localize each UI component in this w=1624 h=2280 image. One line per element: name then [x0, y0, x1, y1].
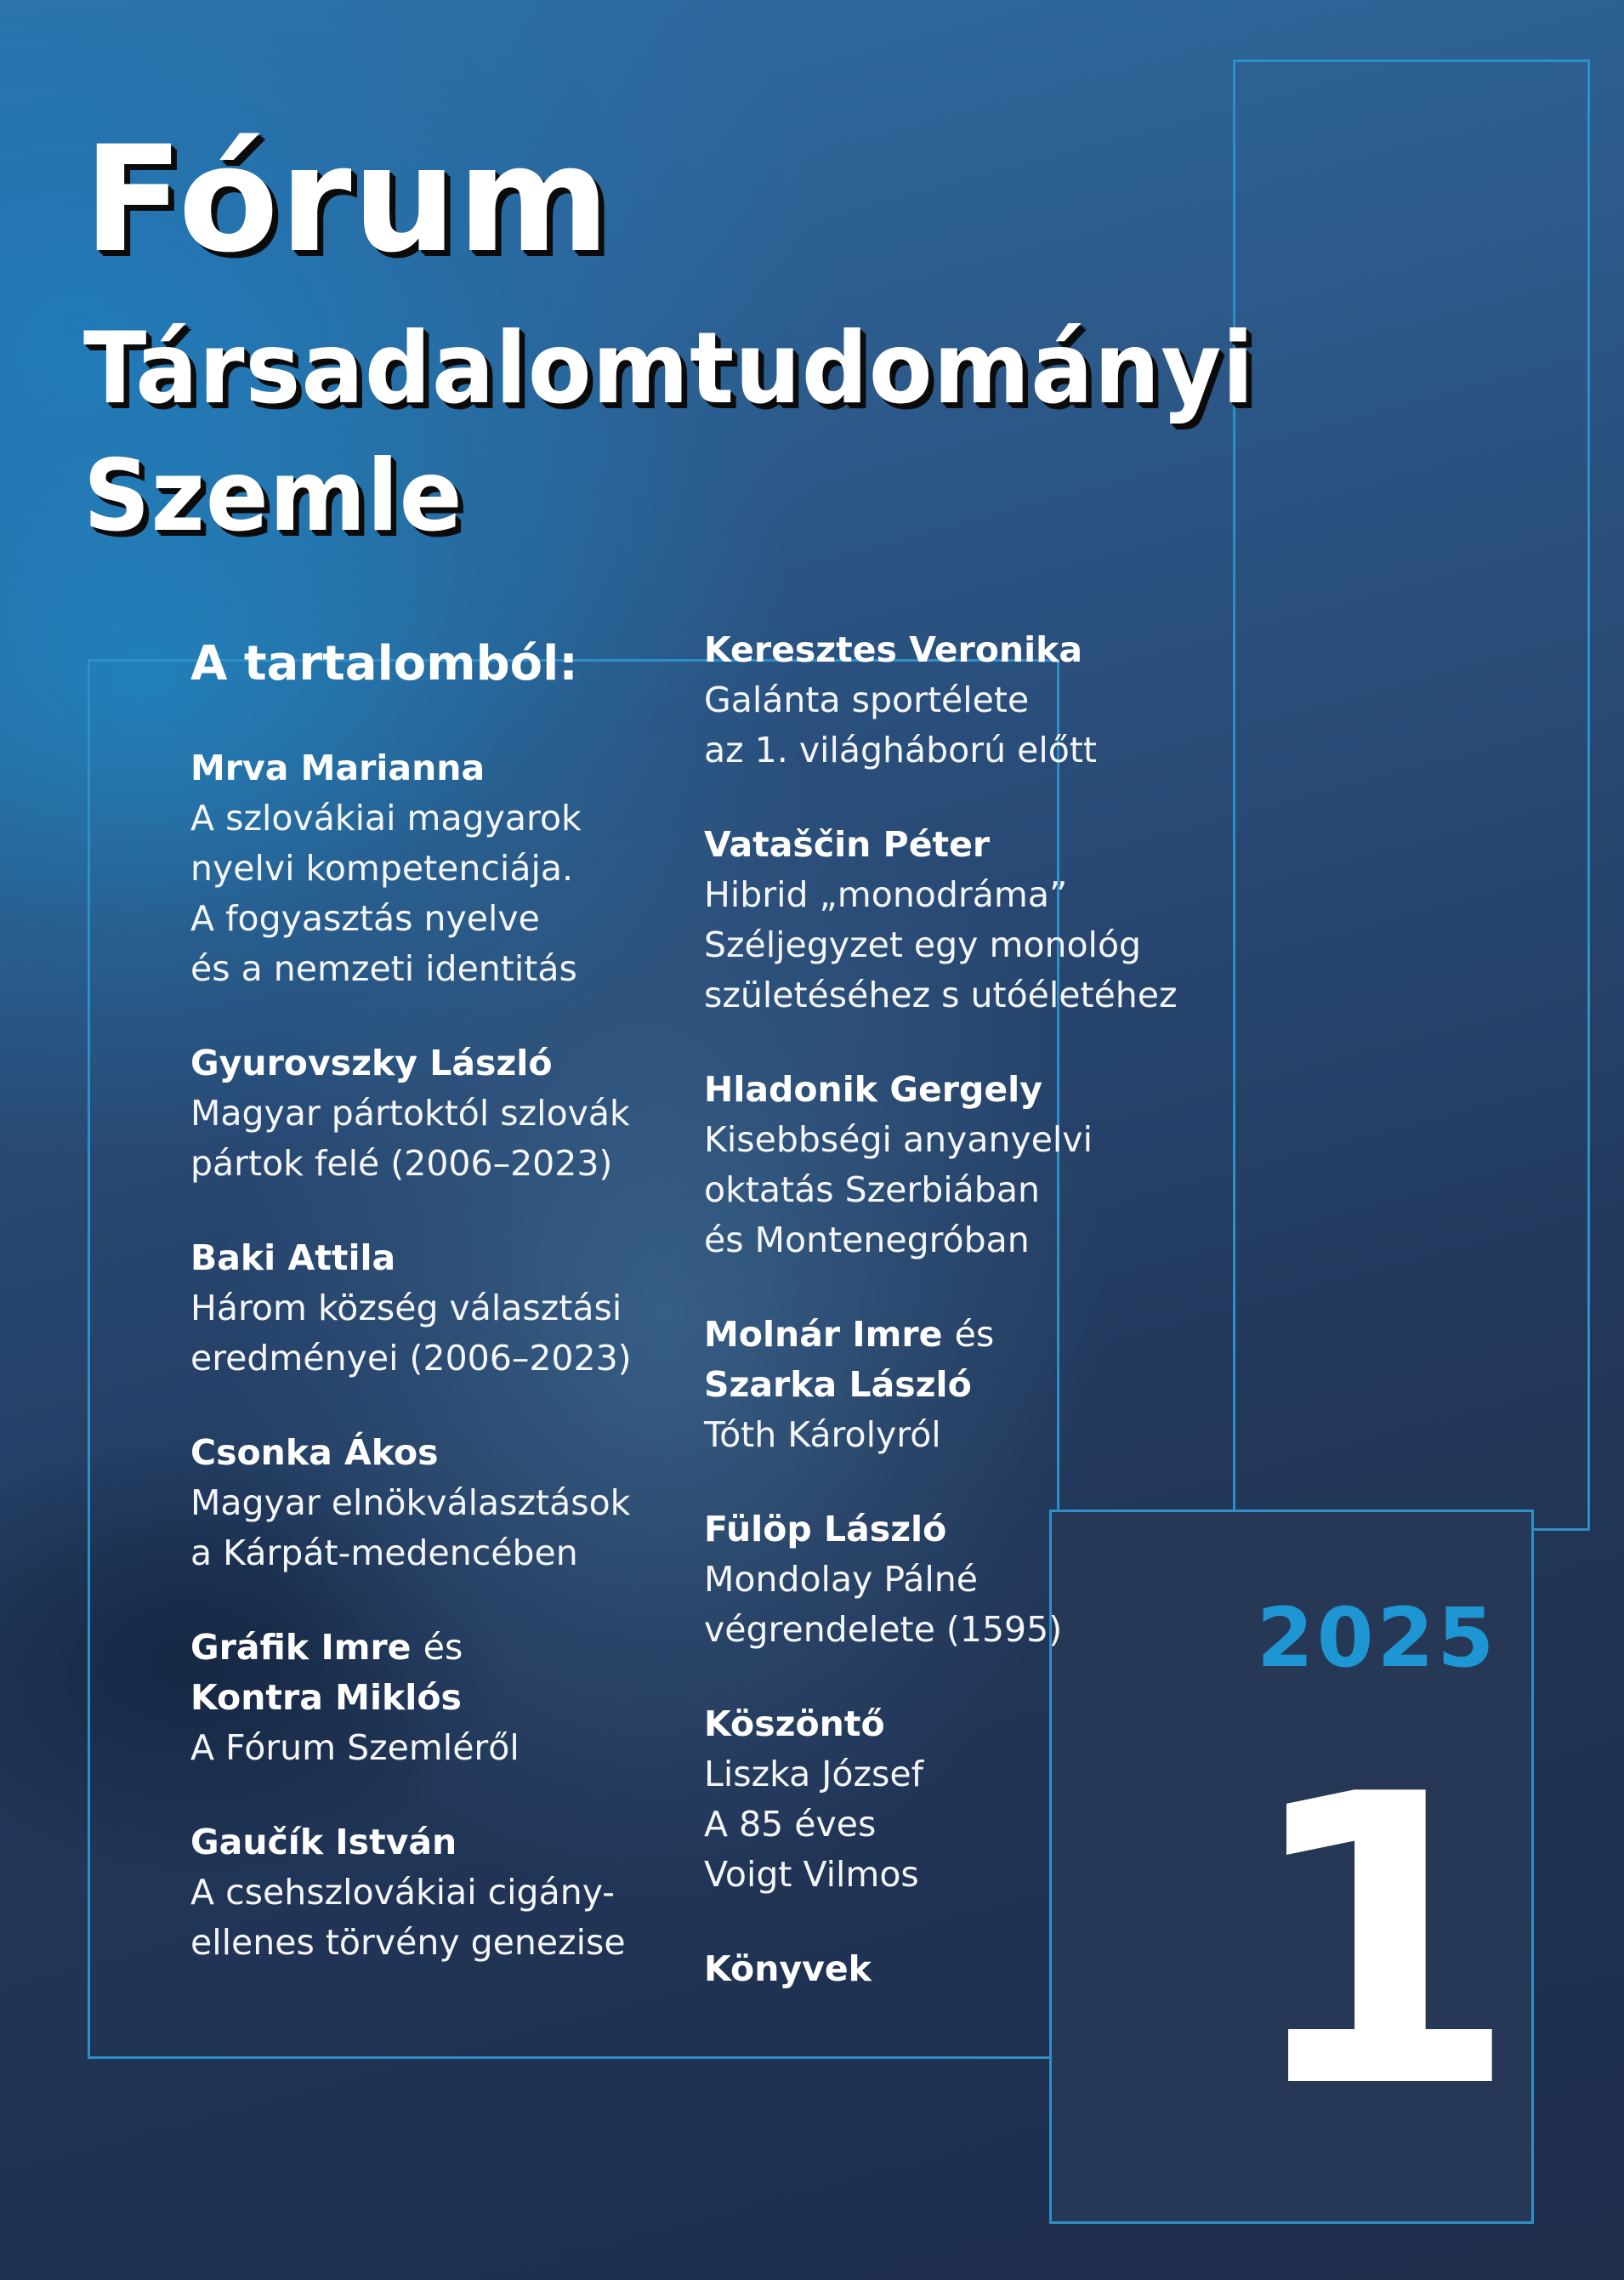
entry-author: Szarka László	[704, 1364, 972, 1405]
entry-author: Baki Attila	[190, 1237, 396, 1278]
entry-title-line: nyelvi kompetenciája.	[190, 848, 573, 889]
entry-title-line: oktatás Szerbiában	[704, 1169, 1040, 1210]
entry-title-line: végrendelete (1595)	[704, 1609, 1063, 1650]
entry-title-line: A fogyasztás nyelve	[190, 898, 540, 939]
entry-title-line: Magyar pártoktól szlovák	[190, 1093, 630, 1134]
entry-title-line: Mondolay Pálné	[704, 1559, 978, 1600]
issue-number: 1	[1241, 1710, 1520, 2175]
entry-author: Vataščin Péter	[704, 824, 991, 865]
entry-title-line: és Montenegróban	[704, 1220, 1030, 1260]
issue-year: 2025	[1257, 1590, 1498, 1686]
entry-author: Gyurovszky László	[190, 1043, 553, 1083]
section-heading: Könyvek	[704, 1948, 872, 1989]
entry-author: Hladonik Gergely	[704, 1069, 1042, 1110]
contents-entry	[704, 1310, 1316, 1460]
author-connector: és	[954, 1314, 995, 1355]
entry-title-line: Hibrid „monodráma”	[704, 874, 1068, 915]
section-heading: Köszöntő	[704, 1703, 885, 1744]
journal-subtitle-line1: Társadalomtudományi	[83, 311, 1255, 426]
contents-entry	[704, 1065, 1316, 1265]
entry-title-line: Galánta sportélete	[704, 679, 1030, 720]
entry-author: Molnár Imre	[704, 1314, 943, 1355]
entry-title-line: A csehszlovákiai cigány-	[190, 1872, 616, 1913]
contents-entry	[704, 1504, 1316, 1655]
contents-right-column	[704, 625, 1316, 2038]
entry-title-line: Kisebbségi anyanyelvi	[704, 1119, 1093, 1160]
entry-title-line: A Fórum Szemléről	[190, 1727, 520, 1768]
contents-entry	[704, 820, 1316, 1021]
entry-title-line: az 1. világháború előtt	[704, 730, 1097, 770]
entry-author: Gaučík István	[190, 1822, 457, 1862]
author-connector: és	[423, 1627, 463, 1668]
entry-title-line: Széljegyzet egy monológ	[704, 924, 1142, 965]
entry-author: Csonka Ákos	[190, 1432, 439, 1473]
entry-author: Gráfik Imre	[190, 1627, 412, 1668]
entry-title-line: A szlovákiai magyarok	[190, 798, 582, 839]
entry-title-line: Tóth Károlyról	[704, 1414, 941, 1455]
journal-title: Fórum	[83, 114, 611, 285]
entry-title-line: ellenes törvény genezise	[190, 1922, 626, 1963]
entry-author: Mrva Marianna	[190, 748, 485, 788]
entry-title-line: Három község választási	[190, 1288, 622, 1328]
contents-entry	[704, 625, 1316, 776]
entry-author: Kontra Miklós	[190, 1677, 462, 1718]
entry-author: Fülöp László	[704, 1509, 947, 1549]
entry-title-line: születéséhez s utóéletéhez	[704, 975, 1178, 1015]
entry-author-pair	[704, 1310, 1316, 1360]
entry-title-line: Voigt Vilmos	[704, 1854, 919, 1895]
contents-entry	[704, 1944, 1316, 1994]
entry-title-line: A 85 éves	[704, 1804, 877, 1845]
entry-title-line: a Kárpát-medencében	[190, 1532, 578, 1573]
entry-title-line: Magyar elnökválasztások	[190, 1482, 631, 1523]
entry-title-line: eredményei (2006–2023)	[190, 1338, 632, 1379]
entry-author: Keresztes Veronika	[704, 629, 1083, 670]
contents-entry	[704, 1699, 1316, 1900]
entry-title-line: pártok felé (2006–2023)	[190, 1143, 613, 1184]
contents-heading: A tartalomból:	[190, 636, 578, 691]
entry-title-line: és a nemzeti identitás	[190, 948, 577, 989]
entry-title-line: Liszka József	[704, 1754, 924, 1794]
journal-subtitle-line2: Szemle	[83, 439, 463, 554]
